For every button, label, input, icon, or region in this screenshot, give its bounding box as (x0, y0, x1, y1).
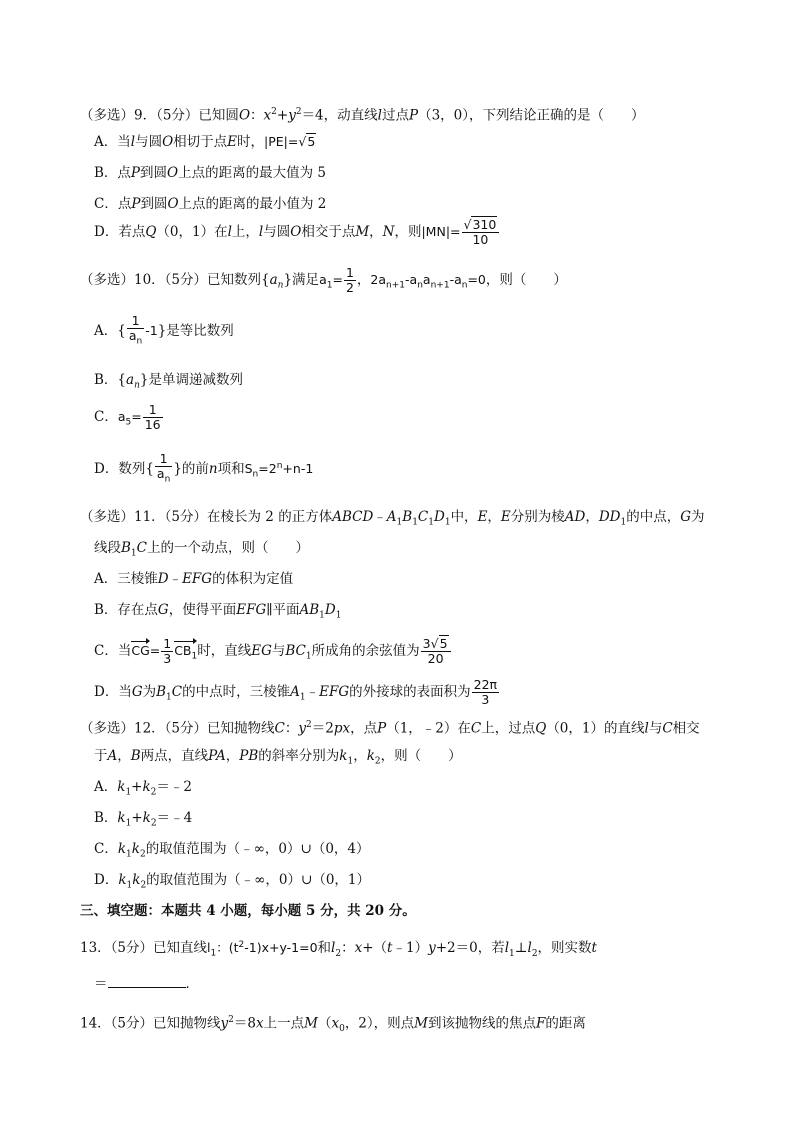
question-11-option-d: D．当G为$B_1C$的中点时，三棱锥$A_1﹣EFG$的外接球的表面积为 $\frac{22\pi}{3}$ (94, 677, 498, 707)
question-10-stem: （多选）10．（5分）已知数列$\{a_n\}$满足$a_1=$ $\frac{1}{2}$ ，$2a_{n+1}-a_na_{n+1}-a_n=0$，则（ ） (80, 265, 567, 295)
question-12-option-b: B．$k_1+k_2=﹣4$ (94, 810, 193, 829)
answer-blank[interactable] (108, 975, 186, 988)
question-9-option-c: C．点P到圆O上点的距离的最小值为 2 (94, 196, 327, 212)
question-9-option-b: B．点P到圆O上点的距离的最大值为 5 (94, 165, 326, 181)
question-12-option-d: D．$k_1k_2$的取值范围为（﹣∞，0）∪（0，1） (94, 872, 370, 891)
question-12-option-c: C．$k_1k_2$的取值范围为（﹣∞，0）∪（0，4） (94, 841, 370, 860)
question-9-option-d: D．若点Q（0，1）在l上，l与圆O相交于点M，N，则|MN|= $\frac{√310}{10}$ (94, 218, 500, 247)
question-12-stem-continued: 于A，B两点，直线PA，PB的斜率分别为$k_1$，$k_2$，则（ ） (94, 748, 462, 767)
question-12-stem: （多选）12．（5分）已知抛物线C：$y^2=2px$，点P（1，﹣2）在C上，过点Q（0，1）的直线l与C相交 (80, 720, 700, 737)
question-12-option-a: A．$k_1+k_2=﹣2$ (94, 779, 192, 798)
question-13-stem: 13．（5分）已知直线$l_1$：$(t^2-1)x+y-1=0$和$l_2$：x+（t﹣1）y+2＝0，若$l_1\perp l_2$，则实数t (80, 940, 597, 959)
question-10-option-a: A．{ $\frac{1}{a_n}$ -1}是等比数列 (94, 313, 234, 347)
question-10-option-b: B．$\{a_n\}$是单调递减数列 (94, 372, 243, 391)
section-3-heading: 三、填空题：本题共 4 小题，每小题 5 分，共 20 分。 (80, 903, 416, 919)
question-11-option-a: A．三棱锥D﹣EFG的体积为定值 (94, 571, 294, 587)
question-9-option-a: A．当l与圆O相切于点E时，|PE|=√5 (94, 134, 316, 150)
question-11-stem-continued: 线段$B_1C$上的一个动点，则（ ） (94, 540, 309, 559)
question-10-option-c: C．$a_5=$ $\frac{1}{16}$ (94, 402, 161, 432)
question-11-option-b: B．存在点G，使得平面EFG∥平面$AB_1D_1$ (94, 602, 342, 621)
question-9-stem: （多选）9．（5分）已知圆O：$x^2+y^2=4$，动直线l过点P（3，0），下列结论正确的是（ ） (80, 107, 645, 124)
question-14-stem: 14．（5分）已知抛物线$y^2=8x$上一点$M(x_0$，2），则点M到该抛物线的焦点F的距离 (80, 1015, 586, 1035)
question-11-stem: （多选）11．（5分）在棱长为 2 的正方体$ABCD﹣A_1B_1C_1D_1$中，E，E分别为棱AD，$DD_1$的中点，G为 (80, 509, 705, 528)
question-10-option-d: D．数列{ $\frac{1}{a_n}$ }的前n项和$S_n=2^n+n-1$ (94, 451, 314, 485)
question-13-answer-line: ＝ ． (94, 976, 199, 992)
question-11-option-c: C．当CG= $\frac{1}{3}$ $CB_1$时，直线EG与$BC_1$所成角的余弦值为 $\frac{3√5}{20}$ (94, 637, 452, 666)
